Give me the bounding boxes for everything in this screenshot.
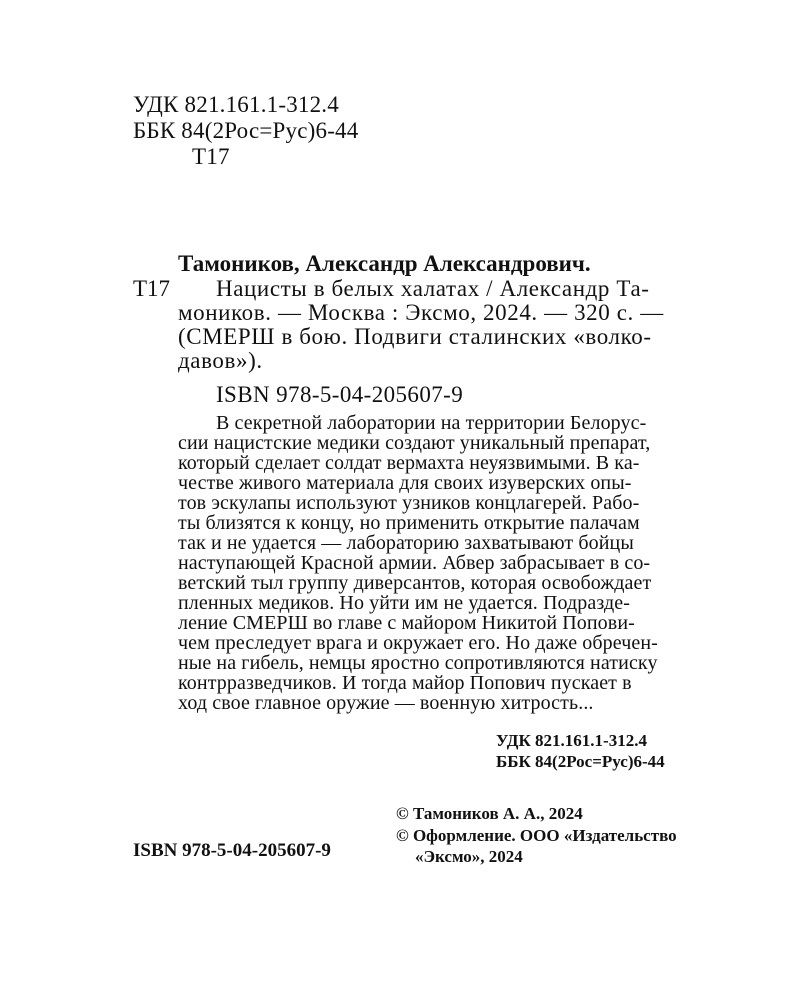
annotation-line: так и не удается — лабораторию захватывают бойцы: [178, 532, 634, 554]
isbn-footer: ISBN 978-5-04-205607-9: [133, 840, 331, 861]
description-line: моников. — Москва : Эксмо, 2024. — 320 с. —: [178, 300, 664, 325]
annotation-line: пленных медиков. Но уйти им не удается. Подразде-: [178, 592, 631, 614]
copyright-design-continued: «Эксмо», 2024: [415, 847, 523, 866]
udk-code: УДК 821.161.1-312.4: [133, 92, 339, 117]
annotation-line: ход свое главное оружие — военную хитрость...: [178, 692, 594, 714]
annotation-line: В секретной лаборатории на территории Белорус-: [216, 412, 647, 434]
annotation-line: чем преследует врага и окружает его. Но даже обречен-: [178, 632, 658, 654]
copyright-design: © Оформление. ООО «Издательство: [396, 826, 677, 845]
copyright-author: © Тамоников А. А., 2024: [396, 804, 583, 823]
annotation-line: тов эскулапы используют узников концлагерей. Рабо-: [178, 492, 640, 514]
annotation-line: честве живого материала для своих изуверских опы-: [178, 472, 632, 494]
annotation-line: контрразведчиков. И тогда майор Попович пускает в: [178, 672, 632, 694]
annotation-line: ные на гибель, немцы яростно сопротивляются натиску: [178, 652, 658, 674]
record-author-mark: Т17: [133, 276, 171, 301]
author-name: Тамоников, Александр Александрович.: [178, 251, 591, 276]
bbk-code-repeat: ББК 84(2Рос=Рус)6-44: [496, 752, 665, 771]
udk-code-repeat: УДК 821.161.1-312.4: [496, 731, 647, 750]
annotation-line: ветский тыл группу диверсантов, которая освобождает: [178, 572, 652, 594]
annotation-line: ты близятся к концу, но применить открытие палачам: [178, 512, 640, 534]
bbk-code: ББК 84(2Рос=Рус)6-44: [133, 118, 359, 143]
isbn-number: ISBN 978-5-04-205607-9: [216, 382, 464, 407]
description-line: (СМЕРШ в бою. Подвиги сталинских «волко-: [178, 324, 652, 349]
author-mark: Т17: [192, 144, 230, 169]
annotation-line: наступающей Красной армии. Абвер забрасывает в со-: [178, 552, 651, 574]
description-line: Нацисты в белых халатах / Александр Та-: [216, 276, 650, 301]
annotation-line: ление СМЕРШ во главе с майором Никитой Попови-: [178, 612, 635, 634]
description-line: давов»).: [178, 348, 263, 373]
annotation-line: сии нацистские медики создают уникальный препарат,: [178, 432, 651, 454]
annotation-line: который сделает солдат вермахта неуязвимыми. В ка-: [178, 452, 640, 474]
